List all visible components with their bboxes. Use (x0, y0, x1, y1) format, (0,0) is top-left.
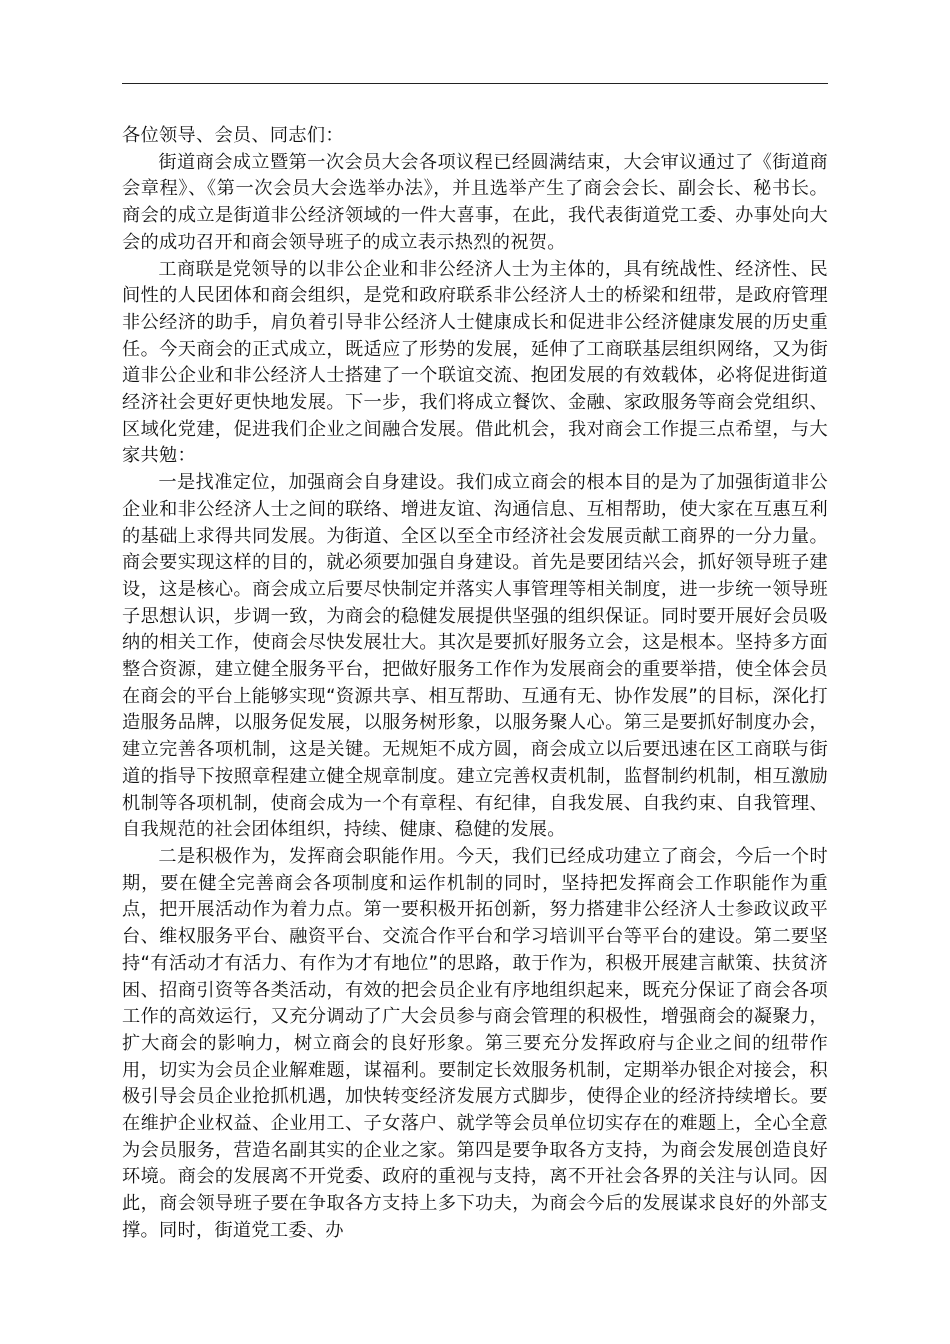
header-rule (122, 83, 828, 84)
salutation: 各位领导、会员、同志们： (122, 125, 344, 146)
paragraph-federation: 工商联是党领导的以非公企业和非公经济人士为主体的，具有统战性、经济性、民间性的人民团体和商会组织，是党和政府联系非公经济人士的桥梁和纽带，是政府管理非公经济的助手，肩负着引导非公经济人士健康成长和促进非公经济健康发展的历史重任。今天商会的正式成立，既适应了形势的发展，延伸了工商联基层组织网络，又为街道非公企业和非公经济人士搭建了一个联谊交流、抱团发展的有效载体，必将促进街道经济社会更好更快地发展。下一步，我们将成立餐饮、金融、家政服务等商会党组织、区域化党建，促进我们企业之间融合发展。借此机会，我对商会工作提三点希望，与大家共勉： (122, 258, 828, 467)
paragraph-hope-one: 一是找准定位，加强商会自身建设。我们成立商会的根本目的是为了加强街道非公企业和非公经济人士之间的联络、增进友谊、沟通信息、互相帮助，使大家在互惠互利的基础上求得共同发展。为街道、全区以至全市经济社会发展贡献工商界的一分力量。商会要实现这样的目的，就必须要加强自身建设。首先是要团结兴会，抓好领导班子建设，这是核心。商会成立后要尽快制定并落实人事管理等相关制度，进一步统一领导班子思想认识，步调一致，为商会的稳健发展提供坚强的组织保证。同时要开展好会员吸纳的相关工作，使商会尽快发展壮大。其次是要抓好服务立会，这是根本。坚持多方面整合资源，建立健全服务平台，把做好服务工作作为发展商会的重要举措，使全体会员在商会的平台上能够实现“资源共享、相互帮助、互通有无、协作发展”的目标，深化打造服务品牌，以服务促发展，以服务树形象，以服务聚人心。第三是要抓好制度办会，建立完善各项机制，这是关键。无规矩不成方圆，商会成立以后要迅速在区工商联与街道的指导下按照章程建立健全规章制度。建立完善权责机制，监督制约机制，相互激励机制等各项机制，使商会成为一个有章程、有纪律，自我发展、自我约束、自我管理、自我规范的社会团体组织，持续、健康、稳健的发展。 (122, 472, 828, 841)
paragraph-hope-two: 二是积极作为，发挥商会职能作用。今天，我们已经成功建立了商会，今后一个时期，要在健全完善商会各项制度和运作机制的同时，坚持把发挥商会工作职能作为重点，把开展活动作为着力点。第一要积极开拓创新，努力搭建非公经济人士参政议政平台、维权服务平台、融资平台、交流合作平台和学习培训平台等平台的建设。第二要坚持“有活动才有活力、有作为才有地位”的思路，敢于作为，积极开展建言献策、扶贫济困、招商引资等各类活动，有效的把会员企业有序地组织起来，既充分保证了商会各项工作的高效运行，又充分调动了广大会员参与商会管理的积极性，增强商会的凝聚力，扩大商会的影响力，树立商会的良好形象。第三要充分发挥政府与企业之间的纽带作用，切实为会员企业解难题，谋福利。要制定长效服务机制，定期举办银企对接会，积极引导会员企业抢抓机遇，加快转变经济发展方式脚步，使得企业的经济持续增长。要在维护企业权益、企业用工、子女落户、就学等会员单位切实存在的难题上，全心全意为会员服务，营造名副其实的企业之家。第四是要争取各方支持，为商会发展创造良好环境。商会的发展离不开党委、政府的重视与支持，离不开社会各界的关注与认同。因此，商会领导班子要在争取各方支持上多下功夫，为商会今后的发展谋求良好的外部支撑。同时，街道党工委、办 (122, 845, 828, 1241)
document-body (122, 123, 828, 1245)
paragraph-opening: 街道商会成立暨第一次会员大会各项议程已经圆满结束，大会审议通过了《街道商会章程》、《第一次会员大会选举办法》，并且选举产生了商会会长、副会长、秘书长。商会的成立是街道非公经济领域的一件大喜事，在此，我代表街道党工委、办事处向大会的成功召开和商会领导班子的成立表示热烈的祝贺。 (122, 151, 828, 253)
